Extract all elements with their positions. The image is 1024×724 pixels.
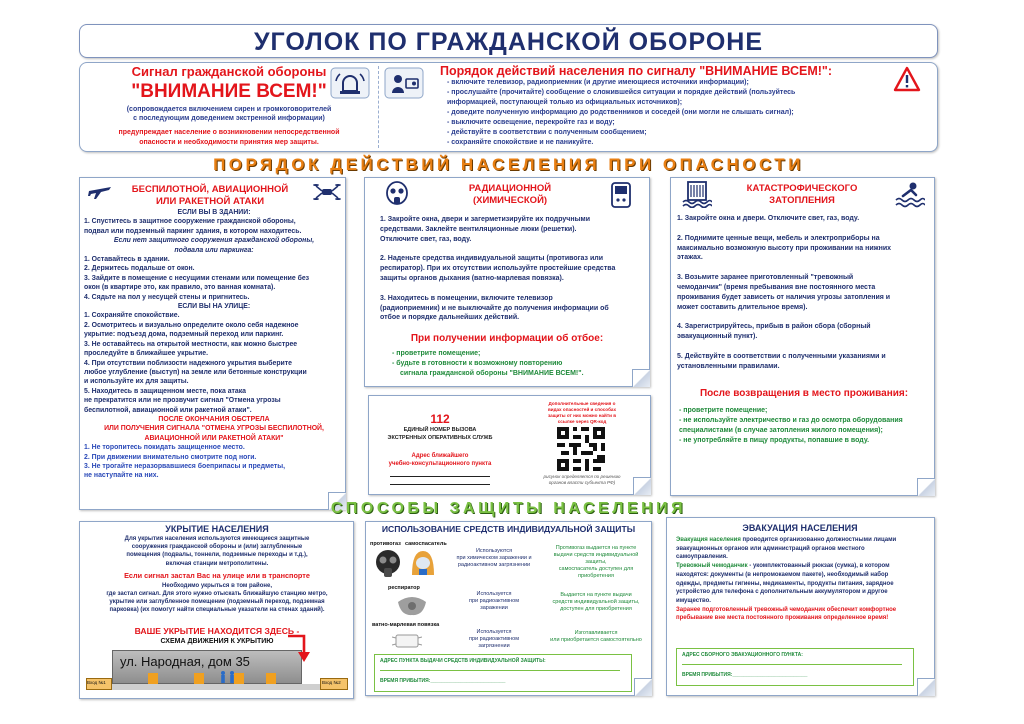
evac-address: АДРЕС СБОРНОГО ЭВАКУАЦИОННОГО ПУНКТА: xyxy=(682,652,803,658)
flood-line: 3. Возьмите заранее приготовленный "тревожный xyxy=(677,274,854,282)
map-address: ул. Народная, дом 35 xyxy=(120,654,250,669)
section-protection-title: СПОСОБЫ ЗАЩИТЫ НАСЕЛЕНИЯ xyxy=(330,500,687,517)
evac-title: ЭВАКУАЦИЯ НАСЕЛЕНИЯ xyxy=(742,523,858,533)
signal-note-2: с последующим доведением экстренной информации) xyxy=(133,115,325,122)
order-item: - доведите полученную информацию до родственников и соседей (они могли не слышать сигнал); xyxy=(447,109,794,116)
ppe-use: заражении xyxy=(480,605,508,611)
qr-text: Дополнительные сведения о xyxy=(548,401,616,406)
attack-title-2: ИЛИ РАКЕТНОЙ АТАКИ xyxy=(155,196,265,207)
radiation-info-line: сигнала гражданской обороны "ВНИМАНИЕ ВСЕМ!". xyxy=(400,369,584,377)
flood-return-line: - не используйте электричество и газ до осмотра оборудования xyxy=(679,417,903,424)
radiation-info-line: - будьте в готовности к возможному повторению xyxy=(392,359,563,367)
attack-after: ПОСЛЕ ОКОНЧАНИЯ ОБСТРЕЛА xyxy=(158,415,270,423)
ppe-address-line xyxy=(380,670,620,671)
attack-line: проследуйте в ближайшее укрытие. xyxy=(84,350,209,358)
attack-line: 1. Оставайтесь в здании. xyxy=(84,256,170,264)
signal-warn-2: опасности и необходимости принятия мер защиты. xyxy=(139,139,319,146)
qr-text: защиты от них можно найти в xyxy=(547,413,617,418)
attack-line: подвал или подземный паркинг здания, в котором находитесь. xyxy=(84,227,302,235)
ppe-issue: средств индивидуальной защиты, xyxy=(552,599,640,605)
radiation-title-1: РАДИАЦИОННОЙ xyxy=(468,183,552,194)
order-item: информацией, поступающей только из официальных источников); xyxy=(447,99,683,106)
qr-caption: органов власти субъекта РФ) xyxy=(548,480,616,485)
evac-line xyxy=(676,536,932,545)
flood-line: чемоданчик" (время пребывания вне постоянного места xyxy=(677,283,876,291)
evac-line: эвакуационных органов или администраций органов местного xyxy=(676,545,865,552)
page-title: УГОЛОК ПО ГРАЖДАНСКОЙ ОБОРОНЕ xyxy=(253,28,764,56)
radio-listener-icon xyxy=(384,67,424,99)
shelter-street: Если сигнал застал Вас на улице или в транспорте xyxy=(124,570,310,580)
shelter-line: Необходимо укрыться в том районе, xyxy=(161,582,272,589)
ppe-issue: Противогаз выдается на пункте xyxy=(555,545,637,551)
ppe-gasmask-label: противогаз xyxy=(370,541,401,547)
shelter-here: ВАШЕ УКРЫТИЕ НАХОДИТСЯ ЗДЕСЬ - xyxy=(134,626,300,636)
section-danger-title: ПОРЯДОК ДЕЙСТВИЙ НАСЕЛЕНИЯ ПРИ ОПАСНОСТИ xyxy=(213,155,804,174)
emergency-number: 112 xyxy=(430,412,450,426)
order-item: - выключите освещение, перекройте газ и воду; xyxy=(447,119,615,126)
ppe-bandage-label: ватно-марлевая повязка xyxy=(372,622,440,628)
arrow-down-icon xyxy=(284,634,310,664)
attack-body xyxy=(84,208,344,481)
ppe-title: ИСПОЛЬЗОВАНИЕ СРЕДСТВ ИНДИВИДУАЛЬНОЙ ЗАЩИТЫ xyxy=(381,524,636,534)
attack-after: ИЛИ ПОЛУЧЕНИЯ СИГНАЛА "ОТМЕНА УГРОЗЫ БЕСПИЛОТНОЙ, xyxy=(104,425,324,433)
flood-line: 5. Действуйте в соответствии с полученными указаниями и xyxy=(677,352,886,360)
evac-text: - укомплектованный рюкзак (сумка), в котором xyxy=(747,563,890,570)
dosimeter-icon xyxy=(610,181,632,209)
flood-body xyxy=(677,214,932,372)
radiation-info xyxy=(392,349,642,378)
radiation-body xyxy=(380,215,648,323)
bandage-icon xyxy=(392,632,422,650)
signal-heading: Сигнал гражданской обороны xyxy=(131,64,327,79)
page-curl xyxy=(917,678,935,696)
ppe-use: Используется xyxy=(476,591,512,597)
radiation-line: (радиоприемник) и не выключайте до получения информации об xyxy=(380,304,609,312)
flood-return-line: - проветрите помещение; xyxy=(679,407,768,414)
emergency-underline xyxy=(390,484,490,485)
shelter-line: где застал сигнал. Для этого нужно отыскать ближайшую станцию метро, xyxy=(106,591,328,598)
qr-code-icon xyxy=(557,427,605,471)
shelter-line: укрытие или заглубленное помещение (подземный переход, подземная xyxy=(109,599,325,606)
evac-body xyxy=(676,536,932,623)
ppe-issue: доступен для приобретения xyxy=(560,606,632,612)
ppe-issue: Выдается на пункте выдачи xyxy=(560,592,632,598)
warning-icon xyxy=(893,66,921,92)
emergency-underline xyxy=(390,476,490,477)
signal-warn-1: предупреждает население о возникновении непосредственной xyxy=(118,129,340,136)
flood-return-heading: После возвращения в место проживания: xyxy=(699,388,909,399)
evac-line: самоуправления. xyxy=(676,554,728,561)
order-item: - включите телевизор, радиоприемник (и другие имеющиеся источники информации); xyxy=(447,79,749,86)
map-exit xyxy=(266,673,276,684)
radiation-line: средствами. Заклейте вентиляционные люки (решетки). xyxy=(380,225,577,233)
ppe-use: при радиоактивном xyxy=(468,598,519,604)
ppe-use: Используются xyxy=(475,548,513,554)
page-curl xyxy=(917,478,935,496)
map-road xyxy=(86,684,348,690)
attack-line: беспилотной, авиационной или ракетной атаки". xyxy=(84,406,252,414)
attack-line: 1. Спуститесь в защитное сооружение гражданской обороны, xyxy=(84,218,296,226)
attack-line: 4. Сядьте на пол у несущей стены и пригнитесь. xyxy=(84,293,250,301)
radiation-info-line: - проветрите помещение; xyxy=(392,350,481,357)
order-item: - действуйте в соответствии с полученным сообщением; xyxy=(447,129,647,136)
ppe-respirator-label: респиратор xyxy=(388,585,420,591)
qr-text: ссылке через QR-код xyxy=(557,419,607,424)
qr-text: видах опасностей и способах xyxy=(547,407,617,412)
evac-line: Заранее подготовленный тревожный чемоданчик обеспечит комфортное xyxy=(676,606,897,613)
flood-line: 2. Поднимите ценные вещи, мебель и электроприборы на xyxy=(677,234,880,242)
attack-line: 2. Осмотритесь и визуально определите около себя надежное xyxy=(84,321,299,329)
attack-after-line: 2. При движении внимательно смотрите под ноги. xyxy=(84,453,257,461)
radiation-line: отбое и порядке дальнейших действий. xyxy=(380,314,520,322)
ppe-use: радиоактивном загрязнении xyxy=(457,562,531,568)
map-exit xyxy=(194,673,204,684)
flood-return-line: специалистами (в случае затопления жилого помещения); xyxy=(679,427,883,434)
ppe-rescuer-label: самоспасатель xyxy=(405,541,447,547)
signal-attention: "ВНИМАНИЕ ВСЕМ!" xyxy=(131,81,327,102)
radiation-line: защиты органов дыхания (ватно-марлевая повязка). xyxy=(380,274,564,282)
flood-return xyxy=(679,406,933,446)
evac-line: устройство для телефона с дополнительным аккумулятором и другое xyxy=(676,589,888,596)
ppe-issue: приобретения xyxy=(578,573,614,579)
attack-line: окон (в квартире это, как правило, это ванная комната). xyxy=(84,284,276,292)
flood-title-2: ЗАТОПЛЕНИЯ xyxy=(769,195,835,206)
ppe-use: при химическом заражении и xyxy=(456,555,532,561)
attack-in-building: ЕСЛИ ВЫ В ЗДАНИИ: xyxy=(177,209,251,216)
qr-caption: рисунок определяется по решению xyxy=(543,474,621,479)
ppe-issue: выдачи средств индивидуальной xyxy=(553,552,639,558)
attack-line: 4. При отсутствии поблизости надежного укрытия выберите xyxy=(84,359,293,367)
attack-line: 2. Держитесь подальше от окон. xyxy=(84,265,195,273)
emergency-addr-2: учебно-консультационного пункта xyxy=(388,461,492,467)
drone-icon xyxy=(313,181,341,203)
attack-after-line: не наступайте на них. xyxy=(84,472,159,480)
flood-line: эвакуационный пункт). xyxy=(677,333,758,341)
ppe-issue: защиты, xyxy=(585,559,607,565)
shelter-line: сооружения гражданской обороны и (или) заглубленные xyxy=(131,544,303,551)
flood-line: проживания будет зависеть от наличия угрозы затопления и xyxy=(677,293,891,301)
shelter-line: парковка) (их помогут найти специальные указатели на стенах зданий). xyxy=(109,607,325,614)
ppe-address: АДРЕС ПУНКТА ВЫДАЧИ СРЕДСТВ ИНДИВИДУАЛЬНОЙ ЗАЩИТЫ: xyxy=(380,658,546,664)
attack-title-1: БЕСПИЛОТНОЙ, АВИАЦИОННОЙ xyxy=(131,184,289,195)
evac-keyword: Тревожный чемоданчик xyxy=(676,563,748,570)
radiation-line: респиратор). При их отсутствии используйте простейшие средства xyxy=(380,265,616,273)
evac-line: имущество. xyxy=(676,597,711,604)
evac-text: проводится организованно должностными лицами xyxy=(740,537,897,543)
ppe-use: Используется xyxy=(476,629,512,635)
attack-line: 3. Не оставайтесь на открытой местности, как можно быстрее xyxy=(84,340,298,348)
entry-label-2: Вход №2 xyxy=(322,680,341,685)
evac-line: одежды, предметы гигиены, медикаменты, продукты питания, зарядное xyxy=(676,580,894,587)
gasmask-photo-icon xyxy=(372,549,404,579)
flood-line: этажах. xyxy=(677,254,703,262)
ppe-time: ВРЕМЯ ПРИБЫТИЯ:___________________________ xyxy=(380,678,506,684)
emergency-line-1: ЕДИНЫЙ НОМЕР ВЫЗОВА xyxy=(403,427,477,433)
attack-after-line: 3. Не трогайте неразорвавшиеся боеприпасы и предметы, xyxy=(84,462,285,470)
respirator-icon xyxy=(395,594,429,616)
order-item: - прослушайте (прочитайте) сообщение о сложившейся ситуации и порядке действий (пользуйтесь xyxy=(447,89,796,96)
gasmask-icon xyxy=(384,181,410,207)
evac-line: пребывание вне места постоянного проживания определенное время! xyxy=(676,615,889,622)
entry-label-1: Вход №1 xyxy=(87,680,106,685)
order-item: - сохраняйте спокойствие и не паникуйте. xyxy=(447,139,594,146)
ppe-issue: Изготавливается xyxy=(574,630,618,636)
attack-no-shelter: подвала или паркинга: xyxy=(174,246,254,254)
siren-icon xyxy=(330,67,370,99)
shelter-title: УКРЫТИЕ НАСЕЛЕНИЯ xyxy=(165,524,269,534)
evac-line: находятся: документы (в непромокаемом пакете), необходимый набор xyxy=(676,571,889,578)
signal-divider xyxy=(378,66,379,148)
shelter-line: Для укрытия населения используются имеющиеся защитные xyxy=(124,536,310,542)
attack-line: любое углубление (выступ) на земле или бетонные конструкции xyxy=(84,368,307,376)
radiation-line: 2. Наденьте средства индивидуальной защиты (противогаз или xyxy=(380,255,604,263)
page-curl xyxy=(634,678,652,696)
attack-line: 3. Зайдите в помещение с несущими стенами или помещение без xyxy=(84,274,310,282)
flood-return-line: - не употребляйте в пищу продукты, попавшие в воду. xyxy=(679,437,870,444)
radiation-line: 1. Закройте окна, двери и загерметизируйте их подручными xyxy=(380,216,591,223)
ppe-use: при радиоактивном xyxy=(468,636,519,642)
order-list xyxy=(447,78,887,148)
person-flood-icon xyxy=(895,180,925,208)
shelter-map xyxy=(84,648,350,692)
radiation-title-2: (ХИМИЧЕСКОЙ) xyxy=(472,195,548,206)
attack-line: и используйте их для защиты. xyxy=(84,378,189,386)
flood-line: 4. Зарегистрируйтесь, прибыв в район сбора (сборный xyxy=(677,323,871,331)
attack-after: АВИАЦИОННОЙ ИЛИ РАКЕТНОЙ АТАКИ" xyxy=(144,434,284,442)
flood-title-1: КАТАСТРОФИЧЕСКОГО xyxy=(746,183,858,194)
building-flood-icon xyxy=(682,180,712,208)
shelter-body xyxy=(84,535,350,615)
people-icon xyxy=(218,670,238,684)
flood-line: максимально возможную высоту при проживании на нижних xyxy=(677,244,892,252)
attack-line: 5. Находитесь в защищенном месте, пока атака xyxy=(84,387,247,395)
evac-keyword: Эвакуация населения xyxy=(676,537,741,543)
attack-after-line: 1. Не торопитесь покидать защищенное место. xyxy=(84,444,245,452)
evac-time: ВРЕМЯ ПРИБЫТИЯ:___________________________ xyxy=(682,672,808,678)
attack-line: 1. Сохраняйте спокойствие. xyxy=(84,312,180,320)
signal-note-1: (сопровождается включением сирен и громкоговорителей xyxy=(126,106,332,113)
shelter-line: помещения (подвалы, тоннели, подземные переходы и т.д.), xyxy=(126,552,308,559)
radiation-line: Отключите свет, газ, воду. xyxy=(380,235,472,243)
flood-line: может составить длительное время). xyxy=(677,303,808,311)
evac-address-line xyxy=(682,664,902,665)
ppe-issue: или приобретается самостоятельно xyxy=(550,637,642,643)
flood-line: 1. Закройте окна и двери. Отключите свет, газ, воду. xyxy=(677,215,860,222)
radiation-line: 3. Находитесь в помещении, включите телевизор xyxy=(380,294,553,302)
radiation-info-heading: При получении информации об отбое: xyxy=(410,333,604,344)
evac-line xyxy=(676,562,932,571)
emergency-addr-1: Адрес ближайшего xyxy=(411,453,469,459)
ppe-issue: самоспасатель доступен для xyxy=(558,566,634,572)
attack-line: не прекратится или не прозвучит сигнал "Отмена угрозы xyxy=(84,397,281,405)
ppe-use: загрязнении xyxy=(478,643,510,649)
flood-line: установленными правилами. xyxy=(677,362,780,370)
map-exit xyxy=(148,673,158,684)
rescuer-hood-icon xyxy=(408,549,438,579)
attack-on-street: ЕСЛИ ВЫ НА УЛИЦЕ: xyxy=(177,303,251,311)
emergency-line-2: ЭКСТРЕННЫХ ОПЕРАТИВНЫХ СЛУЖБ xyxy=(387,435,493,441)
attack-line: укрытие: подъезд дома, подземный переход или паркинг. xyxy=(84,331,284,339)
order-heading: Порядок действий населения по сигналу "ВНИМАНИЕ ВСЕМ!": xyxy=(440,64,832,78)
attack-no-shelter: Если нет защитного сооружения гражданской обороны, xyxy=(113,237,315,245)
shelter-line: включая станции метрополитены. xyxy=(165,560,269,567)
shelter-scheme: СХЕМА ДВИЖЕНИЯ К УКРЫТИЮ xyxy=(160,638,274,645)
